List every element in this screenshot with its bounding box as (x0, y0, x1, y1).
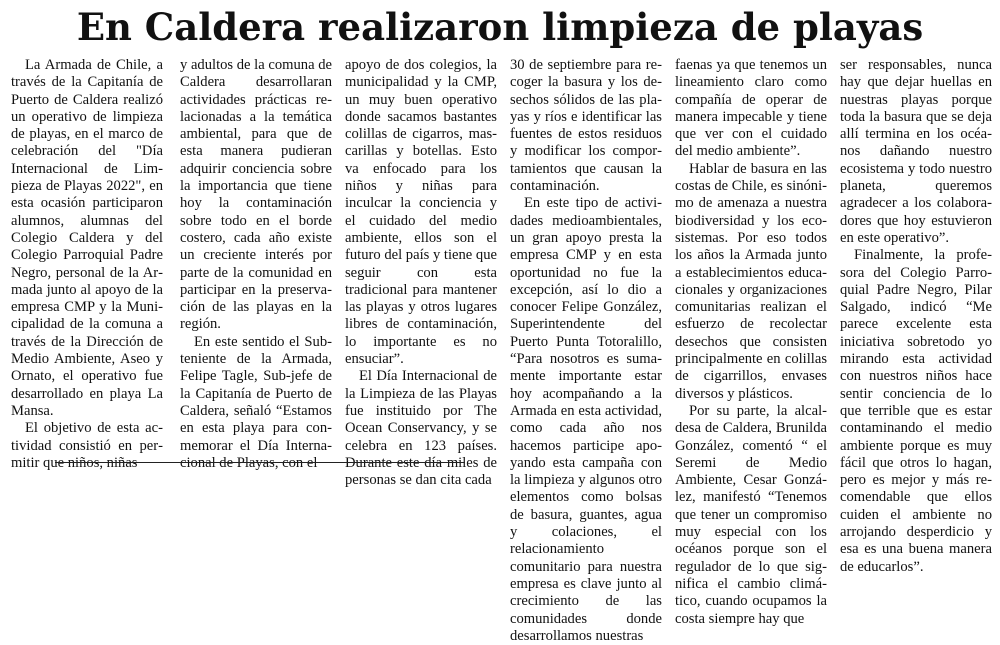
paragraph: En este tipo de actividades medioambientales, un gran apoyo presta la empresa CMP y en esta oportunidad no fue la excepción, así lo dio a conocer Felipe González, Superintendente del Puerto Punta Totoralillo, “Para nosotros es sumamente importante estar hoy acompañando a la Armada en esta actividad, como cada año nos hacemos participe apoyando esta campaña con la limpieza y algunos otro elementos como bolsas de basura, guantes, agua y colaciones, el relacionamiento comunitario para nuestra empresa es clave junto al crecimiento de las comunidades donde desarrollamos nuestras (510, 195, 662, 644)
article-headline: En Caldera realizaron limpieza de playas (76, 5, 924, 49)
paragraph: y adultos de la comuna de Caldera desarrollaran actividades prácticas relacionadas a la temática ambiental, para que de esta manera pudieran adquirir conciencia sobre la importancia que tiene hoy la contaminación sobre todo en el borde costero, cada año existe un creciente interés por parte de la comunidad en participar en la preservación de las playas en la región. (180, 57, 332, 333)
paragraph: ser responsables, nunca hay que dejar huellas en nuestras playas porque toda la basura que se deja allí termina en los océanos dañando nuestro ecosistema y todo nuestro planeta, queremos agradecer a los colaboradores que hoy estuvieron en este operativo”. (840, 57, 992, 246)
divider-rule (55, 462, 465, 463)
article-column-3 (345, 57, 497, 489)
article-column-2 (180, 57, 332, 472)
paragraph: El Día Internacional de la Limpieza de las Playas fue instituido por The Ocean Conservancy, y se celebra en 123 países. Durante este día miles de personas se dan cita cada (345, 368, 497, 489)
paragraph: En este sentido el Subteniente de la Armada, Felipe Tagle, Sub-jefe de la Capitanía de Puerto de Caldera, señaló “Estamos en esta playa para conmemorar el Día Internacional de Playas, con el (180, 333, 332, 471)
paragraph: faenas ya que tenemos un lineamiento claro como compañía de operar de manera impecable y tiene que ver con el cuidado del medio ambiente”. (675, 57, 827, 160)
article-column-5 (675, 57, 827, 628)
paragraph: apoyo de dos colegios, la municipalidad y la CMP, un muy buen operativo donde sacamos bastantes colillas de cigarros, mascarillas y botellas. Esto va enfocado para los niños y niñas para inculcar la conciencia y el cuidado del medio ambiente, ellos son el futuro del país y tiene que seguir con esta tradicional para mantener las playas y otros lugares libres de contaminación, lo importante es no ensuciar”. (345, 57, 497, 368)
paragraph: El objetivo de esta actividad consistió en permitir que niños, niñas (11, 420, 163, 471)
paragraph: Por su parte, la alcaldesa de Caldera, Brunilda González, comentó “ el Seremi de Medio Ambiente, Cesar González, manifestó “Tenemos que tener un compromiso muy especial con los océanos porque son el regulador de lo que significa el cambio climático, cuando ocupamos la costa siempre hay que (675, 402, 827, 627)
article-column-6 (840, 57, 992, 576)
paragraph: 30 de septiembre para recoger la basura y los desechos sólidos de las playas y ríos e identificar las fuentes de estos residuos y modificar los comportamientos que causan la contaminación. (510, 57, 662, 195)
paragraph: Hablar de basura en las costas de Chile, es sinónimo de amenaza a nuestra biodiversidad y los ecosistemas. Por eso todos los años la Armada junto a establecimientos educacionales y organizaciones comunitarias realizan el esfuerzo de recolectar desechos que consisten principalmente en colillas de cigarrillos, envases diversos y plásticos. (675, 160, 828, 402)
paragraph: La Armada de Chile, a través de la Capitanía de Puerto de Caldera realizó un operativo de limpieza de playas, en el marco de celebración del "Día Internacional de Limpieza de Playas 2022", en esta ocasión participaron alumnos, alumnas del Colegio Caldera y del Colegio Parroquial Padre Negro, personal de la Armada junto al apoyo de la empresa CMP y la Municipalidad de la comuna a través de la Dirección de Medio Ambiente, Aseo y Ornato, el operativo fue desarrollado en playa La Mansa. (11, 57, 163, 419)
article-column-1 (11, 57, 163, 472)
article-column-4 (510, 57, 662, 645)
paragraph: Finalmente, la profesora del Colegio Parroquial Padre Negro, Pilar Salgado, indicó “Me parece excelente esta iniciativa sobretodo yo mirando esta actividad con nuestros niños hace sentir conciencia de lo que terrible que es estar contaminando el medio ambiente porque es muy fácil que otros lo hagan, pero es mejor y más recomendable que ellos cuiden el ambiente no arrojando desperdicio y esa es una buena manera de educarlos”. (840, 247, 992, 575)
